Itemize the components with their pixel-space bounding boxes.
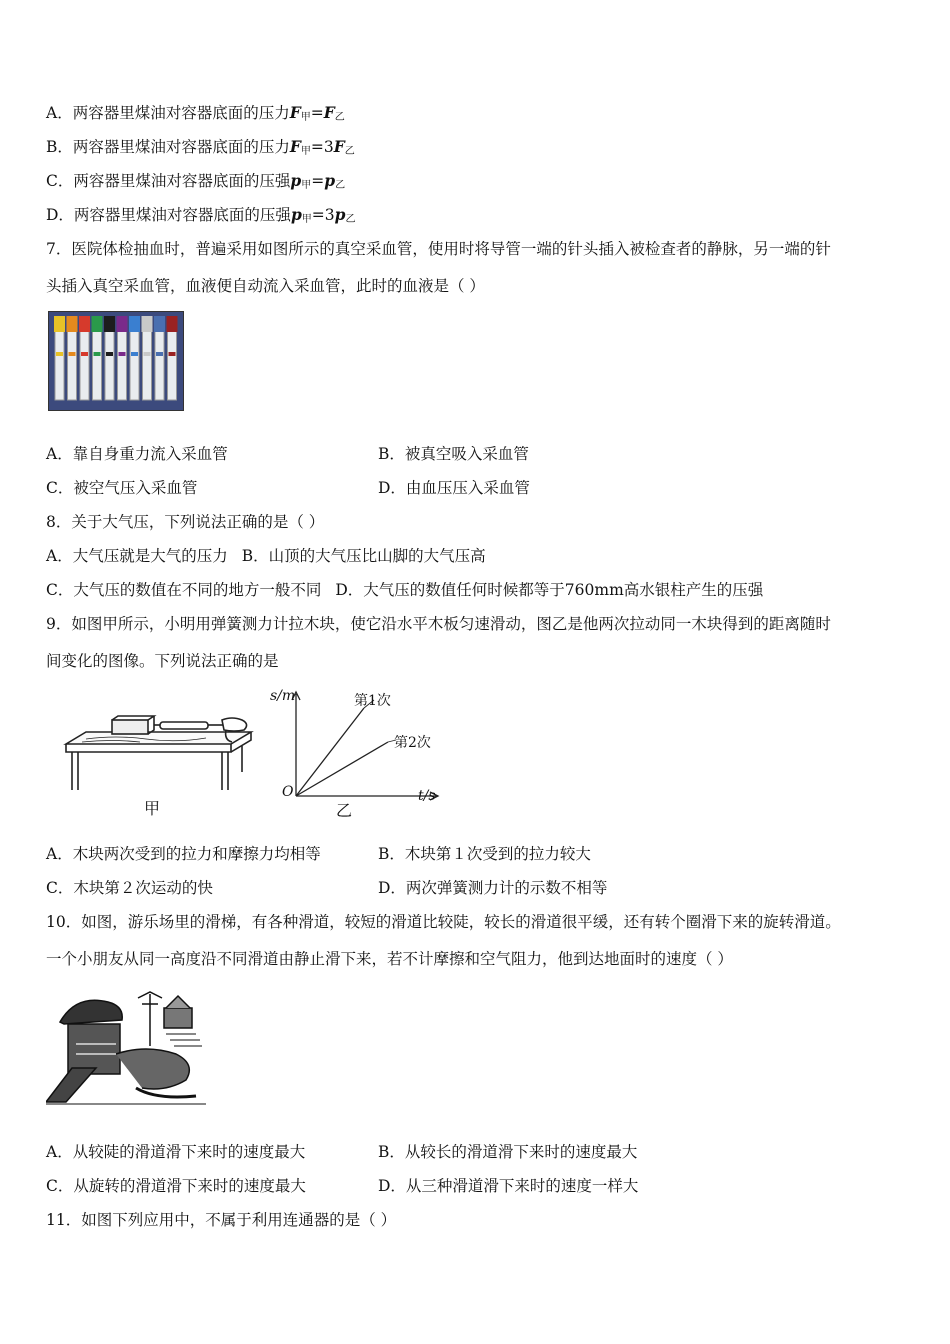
q8-option-b: B．山顶的大气压比山脚的大气压高 (241, 547, 486, 565)
q6-option-b: B．两容器里煤油对容器底面的压力$F_甲=3F_乙$ (46, 137, 355, 157)
q9-stem-line1: 9．如图甲所示，小明用弹簧测力计拉木块，使它沿水平木板匀速滑动，图乙是他两次拉动同一木块得到的距离随时 (46, 615, 831, 633)
tube-cap (167, 316, 178, 332)
tube-cap (54, 316, 65, 332)
tube-cap (129, 316, 140, 332)
figure-label-yi: 乙 (336, 801, 353, 820)
tube-label-band (56, 352, 63, 356)
spring-scale-figure (56, 712, 256, 820)
q6-option-a: A．两容器里煤油对容器底面的压力$F_甲=F_乙$ (46, 103, 345, 123)
q8-stem: 8．关于大气压，下列说法正确的是（ ） (46, 513, 325, 531)
q7-stem-line2: 头插入真空采血管，血液便自动流入采血管，此时的血液是（ ） (46, 277, 485, 295)
distance-time-graph (270, 684, 450, 824)
tube-label-band (106, 352, 113, 356)
q9-option-d: D．两次弹簧测力计的示数不相等 (378, 879, 608, 897)
tube-body (93, 330, 102, 400)
q7-option-a: A．靠自身重力流入采血管 (46, 445, 228, 463)
tube-cap (154, 316, 165, 332)
q9-option-a: A．木块两次受到的拉力和摩擦力均相等 (46, 845, 321, 863)
q11-stem: 11．如图下列应用中，不属于利用连通器的是（ ） (46, 1211, 397, 1229)
series-label-2: 第2次 (394, 735, 431, 751)
q10-option-a: A．从较陡的滑道滑下来时的速度最大 (46, 1143, 306, 1161)
q8-option-d: D．大气压的数值任何时候都等于760mm高水银柱产生的压强 (335, 581, 764, 599)
tube-cap (79, 316, 90, 332)
tube-cap (92, 316, 103, 332)
q8-option-a: A．大气压就是大气的压力 (46, 547, 228, 565)
q8-options-cd (46, 580, 763, 600)
origin-label: O (282, 784, 294, 800)
tube-cap (142, 316, 153, 332)
tube-body (130, 330, 139, 400)
q10-stem-line2: 一个小朋友从同一高度沿不同滑道由静止滑下来，若不计摩擦和空气阻力，他到达地面时的速度（ ） (46, 950, 733, 968)
q8-options-ab (46, 546, 486, 566)
figure-label-jia: 甲 (144, 799, 161, 818)
q10-option-c: C．从旋转的滑道滑下来时的速度最大 (46, 1177, 306, 1195)
slide-drawing (46, 984, 206, 1108)
tube-cap (117, 316, 128, 332)
y-axis-label: s/m (270, 688, 296, 704)
blood-tubes-drawing (49, 312, 183, 410)
q7-option-b: B．被真空吸入采血管 (378, 445, 529, 463)
tube-body (155, 330, 164, 400)
q9-option-c: C．木块第２次运动的快 (46, 879, 213, 897)
tube-label-band (144, 352, 151, 356)
series-line-2 (296, 742, 388, 796)
q10-stem-line1: 10．如图，游乐场里的滑梯，有各种滑道，较短的滑道比较陡，较长的滑道很平缓，还有转个圈滑下来的旋转滑道。 (46, 913, 841, 931)
q8-option-c: C．大气压的数值在不同的地方一般不同 (46, 581, 322, 599)
tube-label-band (169, 352, 176, 356)
q10-option-b: B．从较长的滑道滑下来时的速度最大 (378, 1143, 638, 1161)
x-axis-label: t/s (418, 788, 436, 804)
tube-label-band (69, 352, 76, 356)
tube-label-band (156, 352, 163, 356)
q7-stem-line1: 7．医院体检抽血时，普遍采用如图所示的真空采血管，使用时将导管一端的针头插入被检查者的静脉，另一端的针 (46, 240, 831, 258)
tube-body (68, 330, 77, 400)
q9-option-b: B．木块第１次受到的拉力较大 (378, 845, 591, 863)
tube-body (118, 330, 127, 400)
q7-option-c: C．被空气压入采血管 (46, 479, 198, 497)
tube-body (168, 330, 177, 400)
tube-label-band (81, 352, 88, 356)
blood-tubes-image (48, 311, 184, 411)
q10-option-d: D．从三种滑道滑下来时的速度一样大 (378, 1177, 639, 1195)
tube-label-band (119, 352, 126, 356)
series-line-1 (296, 708, 364, 796)
tube-body (143, 330, 152, 400)
q9-stem-line2: 间变化的图像。下列说法正确的是 (46, 652, 279, 670)
tube-cap (67, 316, 78, 332)
playground-slide-image (46, 984, 206, 1108)
q7-option-d: D．由血压压入采血管 (378, 479, 530, 497)
tube-label-band (94, 352, 101, 356)
q6-option-c: C．两容器里煤油对容器底面的压强$p_甲=p_乙$ (46, 171, 346, 191)
q6-option-d: D．两容器里煤油对容器底面的压强$p_甲=3p_乙$ (46, 205, 356, 225)
tube-body (105, 330, 114, 400)
tube-cap (104, 316, 115, 332)
series-label-1: 第1次 (354, 693, 391, 709)
tube-body (80, 330, 89, 400)
tube-body (55, 330, 64, 400)
tube-label-band (131, 352, 138, 356)
